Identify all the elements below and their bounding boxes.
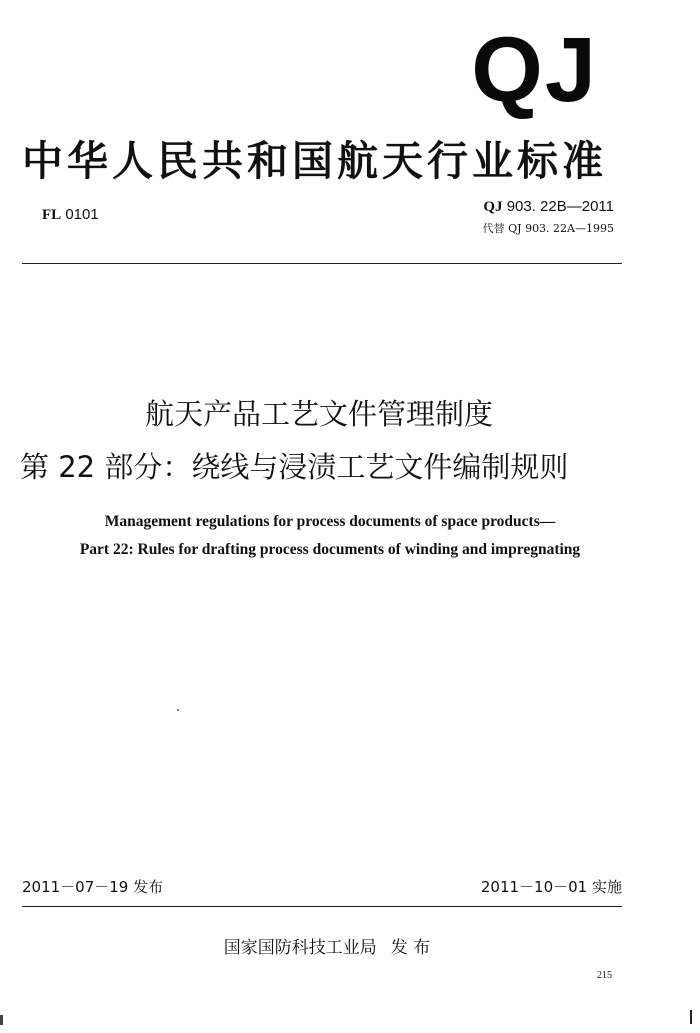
document-header-title: 中华人民共和国航天行业标准 [22, 137, 607, 185]
english-title-line-1: Management regulations for process documents of space products— [104, 513, 556, 530]
scan-speck [177, 709, 179, 711]
english-title-line-2: Part 22: Rules for drafting process documents of winding and impregnating [79, 541, 581, 558]
classification-code [42, 206, 99, 224]
chinese-title-line-1: 航天产品工艺文件管理制度 [144, 397, 493, 431]
implementation-date: 2011－10－01 实施 [480, 878, 622, 896]
classification-number: 0101 [65, 206, 99, 223]
qj-logo: QJ [471, 19, 598, 121]
publisher-name: 国家国防科技工业局 [223, 938, 377, 958]
publisher-action: 发 布 [390, 938, 431, 958]
replaces-label: 代替 [482, 222, 505, 235]
publisher-line [0, 933, 700, 958]
chinese-title-line-2: 第 22 部分：绕线与浸渍工艺文件编制规则 [20, 450, 569, 484]
standard-number-value: 903. 22B—2011 [506, 198, 614, 215]
bottom-divider [22, 906, 622, 907]
replaces-value: QJ 903. 22A—1995 [508, 222, 614, 235]
top-divider [22, 263, 622, 264]
replaces-standard [483, 220, 614, 236]
scan-edge-mark-right [690, 1010, 692, 1024]
page-number: 215 [597, 970, 612, 981]
standard-number [483, 198, 614, 216]
classification-prefix: FL [42, 207, 62, 223]
issue-date: 2011－07－19 发布 [22, 878, 164, 896]
scan-edge-mark-left [0, 1015, 3, 1025]
standard-prefix: QJ [483, 199, 503, 215]
